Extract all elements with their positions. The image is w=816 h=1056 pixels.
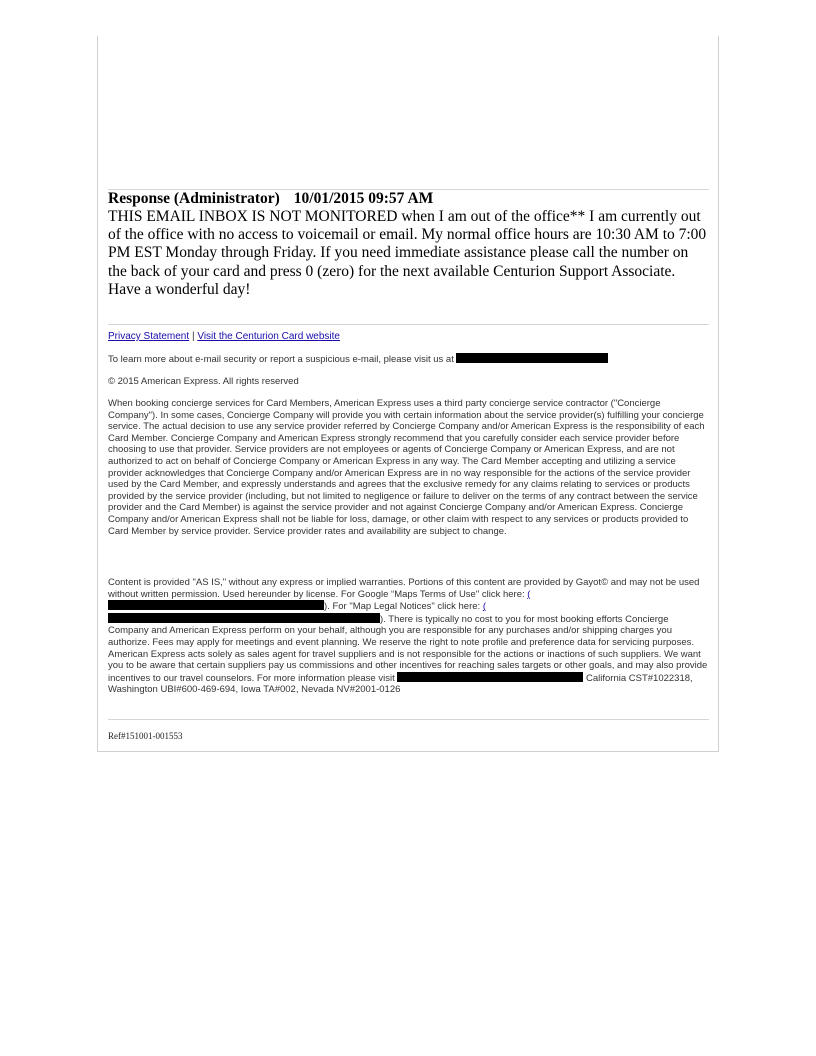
redacted-block: [108, 600, 324, 610]
content-text-1: Content is provided "AS IS," without any express or implied warranties. Portions of this content are provided by Gayot© and may not be used without written permission. Used hereunder by license. For Google “Maps Terms of Use" click here:: [108, 577, 700, 600]
security-note: [108, 353, 711, 366]
divider: [108, 324, 709, 325]
footer-links: [108, 331, 711, 343]
response-date: 10/01/2015 09:57 AM: [293, 190, 434, 207]
security-text: To learn more about e-mail security or report a suspicious e-mail, please visit us at: [108, 354, 454, 365]
privacy-statement-link[interactable]: Privacy Statement: [108, 331, 190, 342]
paren: (: [527, 588, 531, 600]
copyright: © 2015 American Express. All rights reserved: [108, 376, 299, 387]
response-author: Response (Administrator): [108, 190, 280, 207]
paren: (: [482, 601, 486, 613]
redacted-block: [108, 613, 380, 623]
response-body: THIS EMAIL INBOX IS NOT MONITORED when I am out of the office** I am currently out of the office with no access to voicemail or email. My normal office hours are 10:30 AM to 7:00 PM EST Monday through Friday. If you need immediate assistance please call the number on the back of your card and press 0 (zero) for the next available Centurion Support Associate. Have a wonderful day!: [108, 208, 707, 298]
redacted-block: [456, 353, 608, 363]
centurion-website-link[interactable]: Visit the Centurion Card website: [197, 331, 340, 342]
response-header: [108, 190, 709, 208]
reference-number: Ref#151001-001553: [108, 731, 183, 741]
concierge-disclaimer: When booking concierge services for Card Members, American Express uses a third party concierge service contractor ("Concierge Company"). In some cases, Concierge Company will provide you with certain information about the service provider(s) fulfilling your concierge service. The actual decision to use any service provider referred by Concierge Company and/or American Express is the responsibility of each Card Member. Concierge Company and American Express strongly recommend that you carefully consider each service provider before choosing to use that provider. Service providers are not employees or agents of Concierge Company or American Express, and are not authorized to act on behalf of Concierge Company or American Express in any way. The Card Member accepting and utilizing a service provider acknowledges that Concierge Company and/or American Express are in no way responsible for the actions of the service provider used by the Card Member, and expressly understands and agrees that the exclusive remedy for any claims relating to services or products provided by the service provider (including, but not limited to negligence or failure to deliver on the terms of any contract between the service provider and the Card Member) is against the service provider and not against Concierge Company and/or American Express. Concierge Company and/or American Express shall not be liable for loss, damage, or other claim with respect to any services or products provided to Card Member by service provider. Service provider rates and availability are subject to change.: [108, 398, 705, 537]
content-text-4: California CST#1022318, Washington UBI#600-469-694, Iowa TA#002, Nevada NV#2001-0126: [108, 672, 693, 696]
divider: [108, 719, 709, 720]
redacted-block: [397, 672, 583, 682]
link-separator: |: [191, 331, 195, 342]
content-disclaimer: [108, 577, 711, 696]
content-text-3: ). There is typically no cost to you for most booking efforts Concierge Company and American Express perform on your behalf, although you are responsible for any purchases and/or shipping charges you authorize. Fees may apply for meetings and event planning. We reserve the right to note profile and preference data for servicing purposes. American Express acts solely as sales agent for travel suppliers and is not responsible for the actions or inactions of such suppliers. We want you to be aware that certain suppliers pay us commissions and other incentives for reaching sales targets or other goals, and may also provide incentives to our travel counselors. For more information please visit: [108, 613, 708, 684]
content-text-2: ). For "Map Legal Notices" click here:: [324, 601, 481, 613]
